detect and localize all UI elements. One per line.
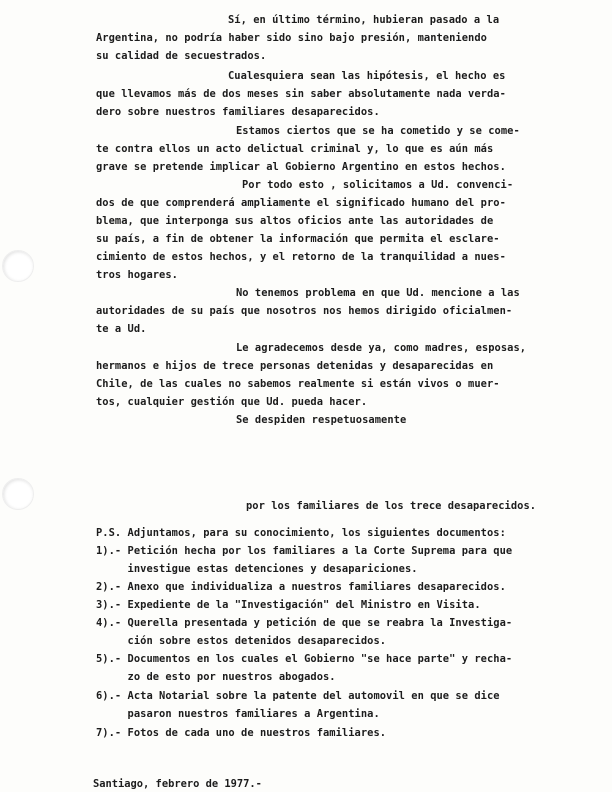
- body-line: dos de que comprenderá ampliamente el significado humano del pro-: [96, 197, 506, 209]
- body-line: tros hogares.: [96, 269, 178, 281]
- ps-item: zo de esto por nuestros abogados.: [96, 671, 336, 683]
- body-line: que llevamos más de dos meses sin saber absolutamente nada verda-: [96, 88, 506, 100]
- body-line: Argentina, no podría haber sido sino bajo presión, manteniendo: [96, 32, 487, 44]
- body-line: dero sobre nuestros familiares desaparecidos.: [96, 106, 380, 118]
- body-line: Le agradecemos desde ya, como madres, esposas,: [236, 342, 527, 354]
- closing-line: Se despiden respetuosamente: [236, 414, 407, 426]
- ps-item: 5).- Documentos en los cuales el Gobierno "se hace parte" y recha-: [96, 653, 513, 665]
- body-line: grave se pretende implicar al Gobierno Argentino en estos hechos.: [96, 161, 506, 173]
- body-line: te a Ud.: [96, 323, 147, 335]
- punch-hole: [2, 478, 34, 510]
- ps-item: 7).- Fotos de cada uno de nuestros familiares.: [96, 727, 387, 739]
- body-line: cimiento de estos hechos, y el retorno de la tranquilidad a nues-: [96, 251, 506, 263]
- ps-item: 1).- Petición hecha por los familiares a la Corte Suprema para que: [96, 545, 513, 557]
- body-line: Por todo esto , solicitamos a Ud. convenci-: [242, 179, 514, 191]
- ps-item: 4).- Querella presentada y petición de que se reabra la Investiga-: [96, 617, 513, 629]
- ps-item: pasaron nuestros familiares a Argentina.: [96, 708, 380, 720]
- ps-item: 3).- Expediente de la "Investigación" del Ministro en Visita.: [96, 599, 481, 611]
- signature-line: por los familiares de los trece desaparecidos.: [246, 500, 537, 512]
- body-line: te contra ellos un acto delictual criminal y, lo que es aún más: [96, 143, 494, 155]
- ps-item: ción sobre estos detenidos desaparecidos.: [96, 635, 387, 647]
- body-line: tos, cualquier gestión que Ud. pueda hacer.: [96, 396, 368, 408]
- body-line: No tenemos problema en que Ud. mencione a las: [236, 287, 520, 299]
- body-line: hermanos e hijos de trece personas detenidas y desaparecidas en: [96, 360, 494, 372]
- body-line: Estamos ciertos que se ha cometido y se come-: [236, 125, 520, 137]
- body-line: Cualesquiera sean las hipótesis, el hecho es: [228, 70, 506, 82]
- body-line: Sí, en último término, hubieran pasado a la: [228, 14, 500, 26]
- ps-item: 2).- Anexo que individualiza a nuestros familiares desaparecidos.: [96, 581, 506, 593]
- punch-hole: [2, 250, 34, 282]
- ps-item: investigue estas detenciones y desapariciones.: [96, 563, 418, 575]
- body-line: blema, que interponga sus altos oficios ante las autoridades de: [96, 215, 494, 227]
- body-line: su país, a fin de obtener la información que permita el esclare-: [96, 233, 500, 245]
- body-line: autoridades de su país que nosotros nos hemos dirigido oficialmen-: [96, 305, 513, 317]
- ps-intro: P.S. Adjuntamos, para su conocimiento, los siguientes documentos:: [96, 527, 506, 539]
- date-line: Santiago, febrero de 1977.-: [93, 778, 262, 790]
- body-line: Chile, de las cuales no sabemos realmente si están vivos o muer-: [96, 378, 500, 390]
- ps-item: 6).- Acta Notarial sobre la patente del automovil en que se dice: [96, 690, 500, 702]
- body-line: su calidad de secuestrados.: [96, 50, 267, 62]
